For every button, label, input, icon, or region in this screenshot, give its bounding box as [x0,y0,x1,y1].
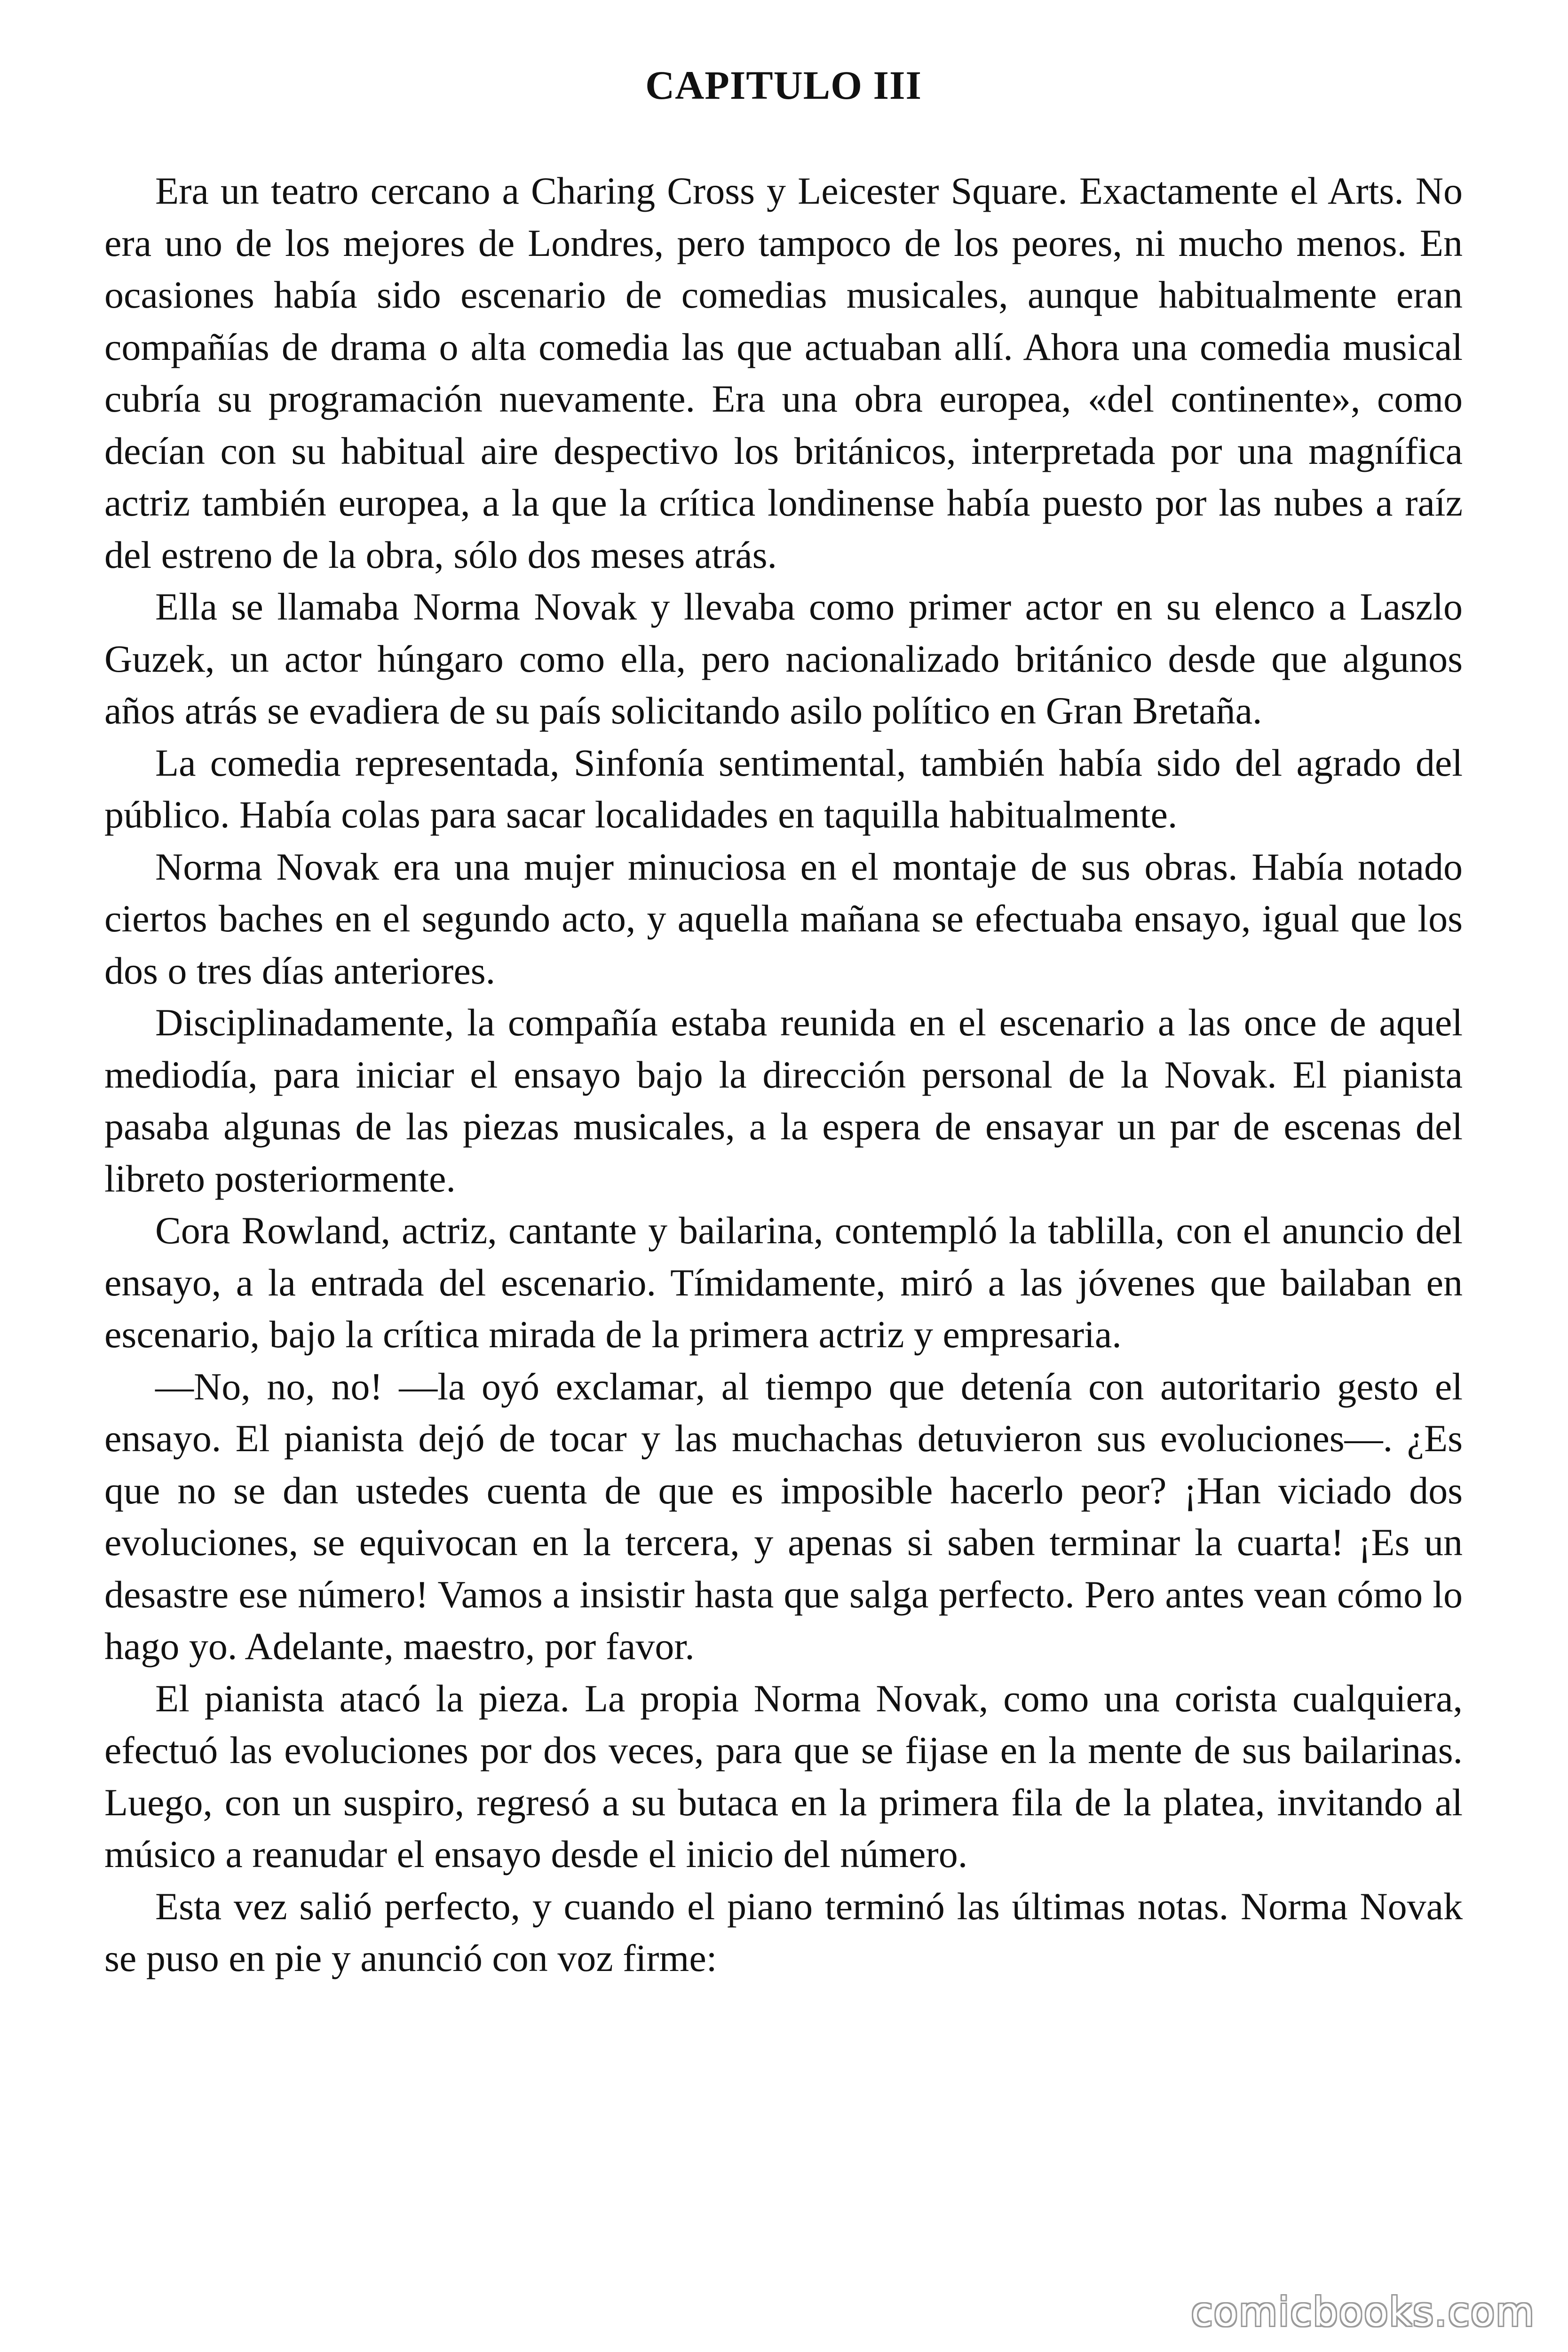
chapter-title: CAPITULO III [645,63,922,108]
watermark: comicbooks.com [1191,2289,1535,2335]
paragraph: El pianista atacó la pieza. La propia Norma Novak, como una corista cualquiera, efectuó las evoluciones por dos veces, para que se fijase en la mente de sus bailarinas. Luego, con un suspiro, regresó a su butaca en la primera fila de la platea, invitando al músico a reanudar el ensayo desde el inicio del número. [104,1677,1463,1876]
paragraph: La comedia representada, Sinfonía sentimental, también había sido del agrado del público. Había colas para sacar localidades en taquilla habitualmente. [104,741,1463,836]
paragraph: —No, no, no! —la oyó exclamar, al tiempo que detenía con autoritario gesto el ensayo. El pianista dejó de tocar y las muchachas detuvieron sus evoluciones—. ¿Es que no se dan ustedes cuenta de que es imposible hacerlo peor? ¡Han viciado dos evoluciones, se equivocan en la tercera, y apenas si saben terminar la cuarta! ¡Es un desastre ese número! Vamos a insistir hasta que salga perfecto. Pero antes vean cómo lo hago yo. Adelante, maestro, por favor. [104,1365,1463,1668]
paragraph: Cora Rowland, actriz, cantante y bailarina, contempló la tablilla, con el anuncio del ensayo, a la entrada del escenario. Tímidamente, miró a las jóvenes que bailaban en escenario, bajo la crítica mirada de la primera actriz y empresaria. [104,1209,1463,1356]
paragraph: Ella se llamaba Norma Novak y llevaba como primer actor en su elenco a Laszlo Guzek, un actor húngaro como ella, pero nacionalizado británico desde que algunos años atrás se evadiera de su país solicitando asilo político en Gran Bretaña. [104,585,1463,732]
paragraph: Disciplinadamente, la compañía estaba reunida en el escenario a las once de aquel mediodía, para iniciar el ensayo bajo la dirección personal de la Novak. El pianista pasaba algunas de las piezas musicales, a la espera de ensayar un par de escenas del libreto posteriormente. [104,1001,1463,1200]
book-page [104,61,1463,1985]
paragraph: Norma Novak era una mujer minuciosa en el montaje de sus obras. Había notado ciertos baches en el segundo acto, y aquella mañana se efectuaba ensayo, igual que los dos o tres días anteriores. [104,845,1463,992]
chapter-body [104,165,1463,1985]
paragraph: Esta vez salió perfecto, y cuando el piano terminó las últimas notas. Norma Novak se puso en pie y anunció con voz firme: [104,1884,1463,1980]
paragraph: Era un teatro cercano a Charing Cross y Leicester Square. Exactamente el Arts. No era uno de los mejores de Londres, pero tampoco de los peores, ni mucho menos. En ocasiones había sido escenario de comedias musicales, aunque habitualmente eran compañías de drama o alta comedia las que actuaban allí. Ahora una comedia musical cubría su programación nuevamente. Era una obra europea, «del continente», como decían con su habitual aire despectivo los británicos, interpretada por una magnífica actriz también europea, a la que la crítica londinense había puesto por las nubes a raíz del estreno de la obra, sólo dos meses atrás. [104,169,1463,576]
